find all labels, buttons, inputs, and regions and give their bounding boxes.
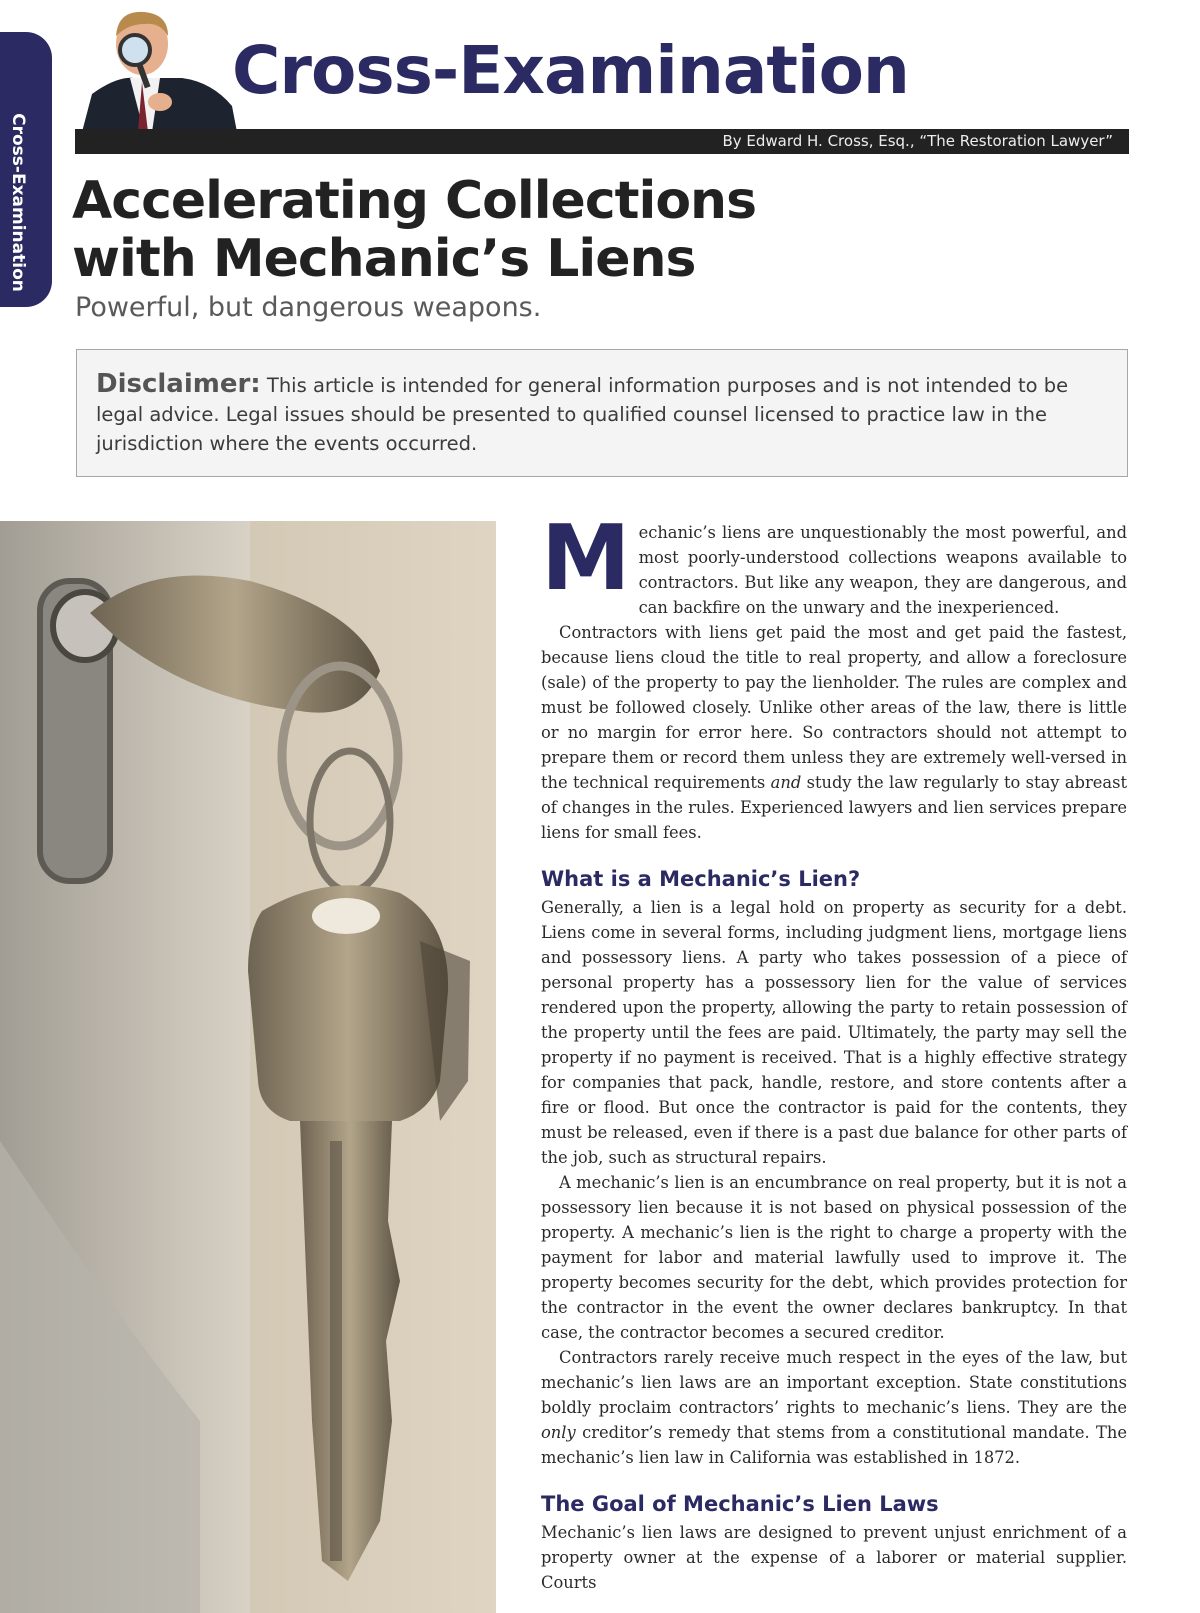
headline-line-2: with Mechanic’s Liens: [72, 229, 696, 289]
paragraph: Generally, a lien is a legal hold on property as security for a debt. Liens come in several forms, including judgment liens, mortgage liens and possessory liens. A party who takes possession of a piece of personal property has a possessory lien for the value of services rendered upon the property, allowing the party to retain possession of the property until the fees are paid. Ultimately, the party may sell the property if no payment is received. That is a highly effective strategy for companies that pack, handle, restore, and store contents after a fire or flood. But once the contractor is paid for the contents, they must be released, even if there is a past due balance for other parts of the job, such as structural repairs.: [541, 898, 1127, 1167]
paragraph-text: Contractors rarely receive much respect in the eyes of the law, but mechanic’s lien laws are an important exception. State constitutions boldly proclaim contractors’ rights to mechanic’s liens. They are the: [541, 1348, 1127, 1417]
keys-in-lock-photo: [0, 521, 496, 1613]
intro-paragraph: [541, 506, 1127, 620]
drop-cap: M: [541, 506, 631, 611]
paragraph: [541, 620, 1127, 845]
disclaimer-box: [76, 349, 1128, 477]
article-subhead: Powerful, but dangerous weapons.: [75, 292, 542, 323]
masthead-title: Cross-Examination: [232, 32, 909, 109]
section-heading-what-is-lien: What is a Mechanic’s Lien?: [541, 867, 861, 891]
paragraph: [541, 1345, 1127, 1470]
disclaimer-label: Disclaimer:: [96, 369, 261, 399]
side-section-tab: [0, 32, 52, 307]
side-tab-label: Cross-Examination: [8, 113, 28, 292]
author-byline: By Edward H. Cross, Esq., “The Restoration Lawyer”: [722, 132, 1113, 150]
emphasis-text: only: [541, 1423, 576, 1442]
intro-text: echanic’s liens are unquestionably the most powerful, and most poorly-understood collections weapons available to contractors. But like any weapon, they are dangerous, and can backfire on the unwary and the inexperienced.: [638, 523, 1127, 617]
section-heading-goal: The Goal of Mechanic’s Lien Laws: [541, 1492, 939, 1516]
paragraph-text: creditor’s remedy that stems from a constitutional mandate. The mechanic’s lien law in California was established in 1872.: [541, 1423, 1127, 1467]
paragraph-text: study the law regularly to stay abreast of changes in the rules. Experienced lawyers and lien services prepare liens for small fees.: [541, 773, 1127, 842]
byline-bar: [75, 129, 1129, 154]
article-body: [541, 506, 1127, 1595]
emphasis-text: and: [770, 773, 802, 792]
paragraph: A mechanic’s lien is an encumbrance on real property, but it is not a possessory lien because it is not based on physical possession of the property. A mechanic’s lien is the right to charge a property with the payment for labor and material lawfully used to improve it. The property becomes security for the debt, which provides protection for the contractor in the event the owner declares bankruptcy. In that case, the contractor becomes a secured creditor.: [541, 1173, 1127, 1342]
paragraph-text: Contractors with liens get paid the most and get paid the fastest, because liens cloud the title to real property, and allow a foreclosure (sale) of the property to pay the lienholder. The rules are complex and must be followed closely. Unlike other areas of the law, there is little or no margin for error here. So contractors should not attempt to prepare them or record them unless they are extremely well-versed in the technical requirements: [541, 623, 1127, 792]
columnist-portrait: [72, 6, 242, 132]
disclaimer-text: This article is intended for general information purposes and is not intended to be legal advice. Legal issues should be presented to qualified counsel licensed to practice law in the jurisdiction where the events occurred.: [96, 374, 1069, 455]
paragraph: Mechanic’s lien laws are designed to prevent unjust enrichment of a property owner at the expense of a laborer or material supplier. Courts: [541, 1523, 1127, 1592]
article-headline: [72, 172, 756, 288]
headline-line-1: Accelerating Collections: [72, 171, 757, 231]
